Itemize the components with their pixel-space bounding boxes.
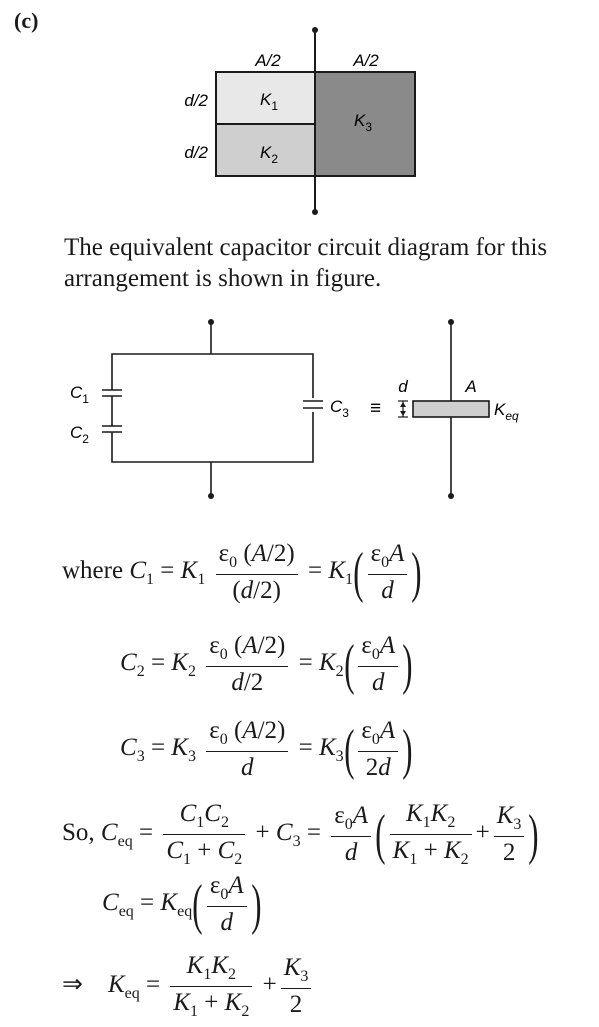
equation-c1: where $C_1 = K_1$ $\frac{\varepsilon_0 (A/2)}{(d/2)}$ = $K_1$( $\frac{\varepsilon_0A}{d}$ ) [62,540,422,604]
top-terminal [312,27,318,33]
c2-label: $C_2$ [70,423,89,446]
k3-label: $K_3$ [354,111,373,134]
equation-ceq-keq: $C_{eq} = K_{eq}$( $\frac{\varepsilon_0A}{d}$ ) [102,872,262,936]
label-left-bottom: d/2 [184,143,208,162]
label-top-left: A/2 [255,51,281,70]
equation-c3: $C_3 = K_3$ $\frac{\varepsilon_0 (A/2)}{d}$ = $K_3$( $\frac{\varepsilon_0A}{2d}$ ) [120,717,413,781]
circuit-bottom-terminal [208,493,214,499]
k1-label: $K_1$ [260,90,279,113]
bottom-wire [112,412,313,462]
equivalence-symbol: ≡ [370,398,382,419]
bottom-terminal [312,209,318,215]
label-top-right: A/2 [353,51,379,70]
keq-label: $K_{eq}$ [494,400,519,423]
k2-label: $K_2$ [260,143,279,166]
eq-bottom-terminal [448,493,454,499]
c3-label: $C_3$ [330,397,349,420]
description-text: The equivalent capacitor circuit diagram for this arrangement is shown in figure. [64,234,548,292]
equation-keq: ⇒ $K_{eq}$ = $\frac{K_1K_2}{K_1 + K_2}$ + $\frac{K_3}{2}$ [62,952,315,1021]
equation-c2: $C_2 = K_2$ $\frac{\varepsilon_0 (A/2)}{d/2}$ = $K_2$( $\frac{\varepsilon_0A}{d}$ ) [120,632,413,696]
equation-ceq-sum: So, $C_{eq}$ = $\frac{C_1C_2}{C_1 + C_2}$ + $C_3$ = $\frac{\varepsilon_0A}{d}$ ( $\frac{K_1K_2}{K_1 + K_2}$ + $\frac{K_3}{2}$ ) [62,800,539,868]
d-label: d [398,377,408,396]
part-label: (c) [14,8,39,33]
label-left-top: d/2 [184,91,208,110]
a-label: A [465,377,477,396]
dielectric-figure [0,0,599,230]
circuit-figure [0,300,599,515]
keq-dielectric [413,401,489,417]
c1-label: $C_1$ [70,383,89,406]
top-wire [112,354,313,398]
